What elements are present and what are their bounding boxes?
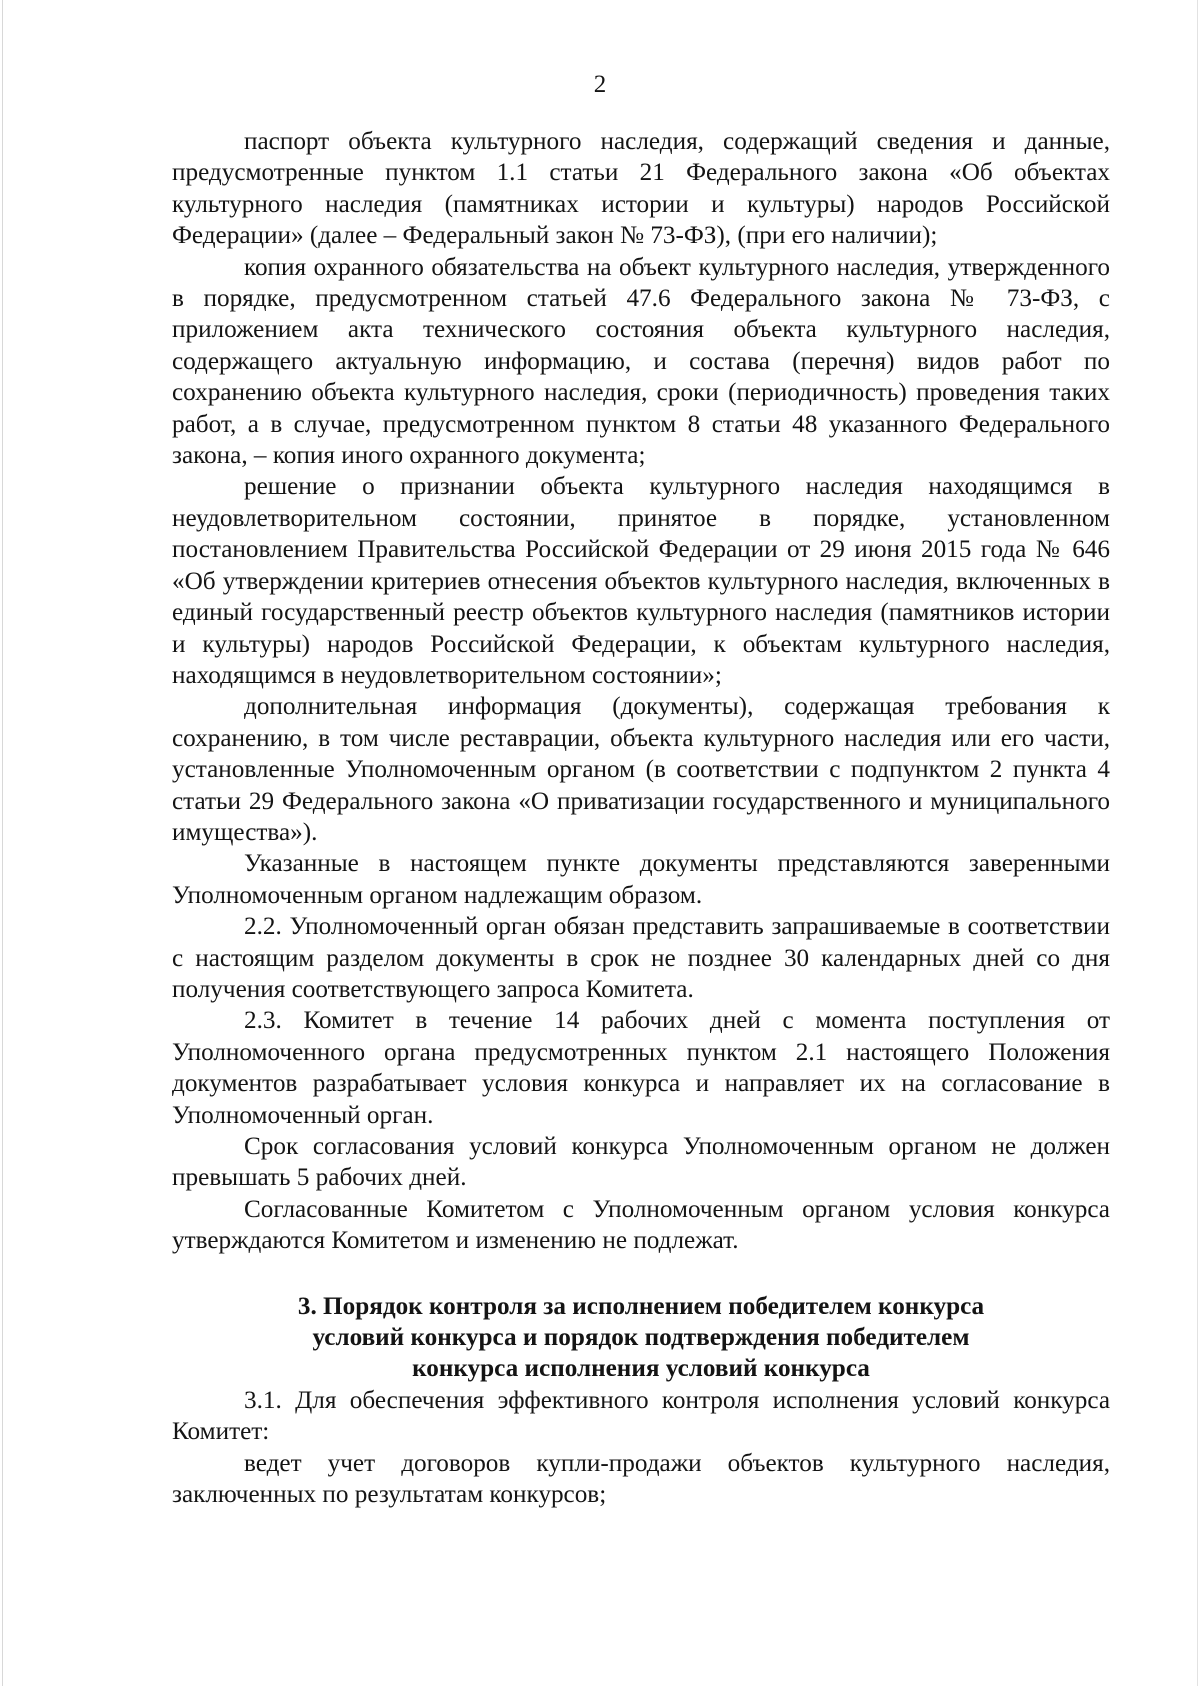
paragraph-protection-obligation: копия охранного обязательства на объект культурного наследия, утвержденного в порядке, предусмотренном статьей 47.6 Федерального закона № 73-ФЗ, с приложением акта технического состояния объекта культурного наследия, содержащего актуальную информацию, и состава (перечня) видов работ по сохранению объекта культурного наследия, сроки (периодичность) проведения таких работ, а в случае, предусмотренном пунктом 8 статьи 48 указанного Федерального закона, – копия иного охранного документа;: [172, 253, 1110, 470]
section-3-heading: [172, 1291, 1110, 1385]
scan-edge-left: [2, 0, 3, 1686]
paragraph-approved-conditions: Согласованные Комитетом с Уполномоченным органом условия конкурса утверждаются Комитетом и изменению не подлежат.: [172, 1195, 1110, 1255]
section-3-heading-line-3: конкурса исполнения условий конкурса: [412, 1355, 870, 1383]
paragraph-approval-term: Срок согласования условий конкурса Уполномоченным органом не должен превышать 5 рабочих дней.: [172, 1133, 1110, 1192]
page-number: 2: [593, 71, 607, 98]
paragraph-2-3: 2.3. Комитет в течение 14 рабочих дней с момента поступления от Уполномоченного органа предусмотренных пунктом 2.1 настоящего Положения документов разрабатывает условия конкурса и направляет их на согласование в Уполномоченный орган.: [172, 1007, 1110, 1129]
paragraph-3-1: 3.1. Для обеспечения эффективного контроля исполнения условий конкурса Комитет:: [172, 1386, 1110, 1446]
section-3-heading-line-1: 3. Порядок контроля за исполнением победителем конкурса: [297, 1292, 985, 1320]
paragraph-unsatisfactory-state-decision: решение о признании объекта культурного наследия находящимся в неудовлетворительном состоянии, принятое в порядке, установленном постановлением Правительства Российской Федерации от 29 июня 2015 года № 646 «Об утверждении критериев отнесения объектов культурного наследия, включенных в единый государственный реестр объектов культурного наследия (памятников истории и культуры) народов Российской Федерации, к объектам культурного наследия, находящимся в неудовлетворительном состоянии»;: [172, 473, 1110, 689]
paragraph-certified-documents: Указанные в настоящем пункте документы представляются заверенными Уполномоченным органом надлежащим образом.: [172, 850, 1110, 909]
scan-edge-right: [1197, 0, 1198, 1686]
document-body: [172, 126, 1110, 1510]
paragraph-passport: паспорт объекта культурного наследия, содержащий сведения и данные, предусмотренные пунктом 1.1 статьи 21 Федерального закона «Об объектах культурного наследия (памятниках истории и культуры) народов Российской Федерации» (далее – Федеральный закон № 73-ФЗ), (при его наличии);: [172, 128, 1110, 250]
paragraph-contracts-record: ведет учет договоров купли-продажи объектов культурного наследия, заключенных по результатам конкурсов;: [172, 1449, 1110, 1509]
section-3-heading-line-2: условий конкурса и порядок подтверждения победителем: [312, 1324, 970, 1352]
paragraph-additional-information: дополнительная информация (документы), содержащая требования к сохранению, в том числе реставрации, объекта культурного наследия или его части, установленные Уполномоченным органом (в соответствии с подпунктом 2 пункта 4 статьи 29 Федерального закона «О приватизации государственного и муниципального имущества»).: [172, 693, 1110, 846]
paragraph-2-2: 2.2. Уполномоченный орган обязан представить запрашиваемые в соответствии с настоящим разделом документы в срок не позднее 30 календарных дней со дня получения соответствующего запроса Комитета.: [172, 913, 1110, 1003]
